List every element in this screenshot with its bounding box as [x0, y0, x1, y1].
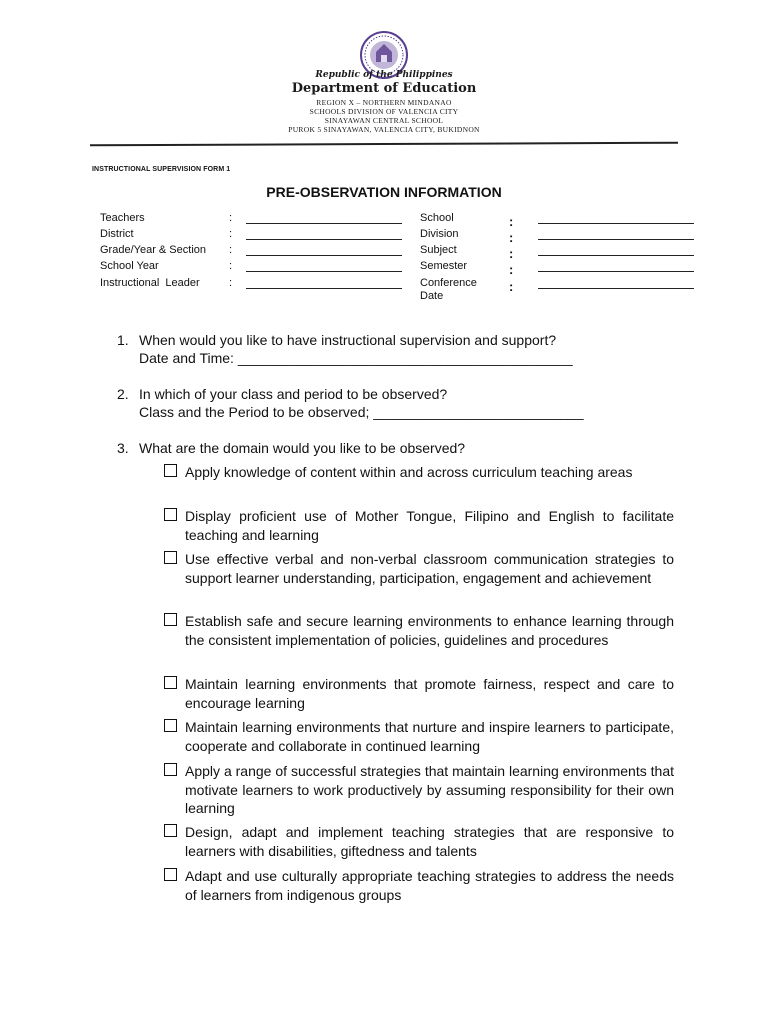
field-label: School Year: [100, 260, 159, 272]
domain-text: Establish safe and secure learning environments to enhance learning through the consistent implementation of policies, guidelines and procedures: [185, 613, 674, 648]
field-colon: :: [509, 262, 514, 277]
field-colon: :: [509, 214, 514, 229]
question-text: In which of your class and period to be observed?: [139, 386, 448, 402]
semester-input-line[interactable]: [538, 271, 694, 272]
instructional-leader-input-line[interactable]: [246, 288, 402, 289]
letterhead-address: PUROK 5 SINAYAWAN, VALENCIA CITY, BUKIDNON: [288, 125, 480, 134]
domain-option[interactable]: [164, 718, 674, 755]
question-number: 3.: [117, 440, 129, 456]
checkbox[interactable]: [164, 676, 177, 689]
field-colon: :: [509, 279, 514, 294]
field-label: Instructional Leader: [100, 277, 200, 289]
checkbox[interactable]: [164, 763, 177, 776]
domain-option[interactable]: [164, 867, 674, 904]
class-period-answer-line[interactable]: Class and the Period to be observed; ___________________________: [139, 404, 584, 420]
checkbox[interactable]: [164, 508, 177, 521]
domain-option[interactable]: [164, 675, 674, 712]
field-label: District: [100, 228, 134, 240]
checkbox[interactable]: [164, 719, 177, 732]
domain-option[interactable]: [164, 612, 674, 649]
field-colon: :: [229, 212, 233, 224]
checkbox[interactable]: [164, 551, 177, 564]
question-number: 1.: [117, 332, 129, 348]
letterhead-region: REGION X – NORTHERN MINDANAO: [316, 98, 452, 107]
letterhead-division: SCHOOLS DIVISION OF VALENCIA CITY: [309, 107, 459, 116]
domain-text: Use effective verbal and non-verbal classroom communication strategies to support learner understanding, participation, engagement and achievement: [185, 551, 674, 586]
school-input-line[interactable]: [538, 223, 694, 224]
teachers-input-line[interactable]: [246, 223, 402, 224]
domain-option[interactable]: [164, 823, 674, 860]
question-number: 2.: [117, 386, 129, 402]
division-input-line[interactable]: [538, 239, 694, 240]
field-colon: :: [229, 228, 233, 240]
domain-text: Apply a range of successful strategies that maintain learning environments that motivate learners to work productively by assuming responsibility for their own learning: [185, 763, 674, 816]
field-label: Teachers: [100, 212, 145, 224]
field-colon: :: [229, 277, 233, 289]
form-code: INSTRUCTIONAL SUPERVISION FORM 1: [92, 166, 231, 173]
letterhead-school: SINAYAWAN CENTRAL SCHOOL: [324, 116, 444, 125]
form-title: PRE-OBSERVATION INFORMATION: [266, 184, 502, 200]
domain-text: Maintain learning environments that promote fairness, respect and care to encourage learning: [185, 676, 674, 711]
domain-option[interactable]: [164, 762, 674, 818]
checkbox[interactable]: [164, 868, 177, 881]
header-divider: [90, 142, 678, 147]
letterhead-department: Department of Education: [291, 81, 477, 96]
checkbox[interactable]: [164, 464, 177, 477]
domain-text: Maintain learning environments that nurture and inspire learners to participate, cooperate and collaborate in continued learning: [185, 719, 674, 754]
domain-text: Design, adapt and implement teaching strategies that are responsive to learners with disabilities, giftedness and talents: [185, 824, 674, 859]
domain-text: Apply knowledge of content within and across curriculum teaching areas: [185, 464, 633, 480]
domain-text: Display proficient use of Mother Tongue, Filipino and English to facilitate teaching and learning: [185, 508, 674, 543]
field-colon: :: [229, 260, 233, 272]
domain-option[interactable]: [164, 463, 674, 482]
domain-option[interactable]: [164, 550, 674, 587]
field-label: Division: [420, 228, 459, 240]
district-input-line[interactable]: [246, 239, 402, 240]
subject-input-line[interactable]: [538, 255, 694, 256]
field-colon: :: [509, 246, 514, 261]
conference-date-input-line[interactable]: [538, 288, 694, 289]
checkbox[interactable]: [164, 613, 177, 626]
question-text: When would you like to have instructional supervision and support?: [139, 332, 557, 348]
field-label: Semester: [420, 260, 468, 272]
letterhead-republic: Republic of the Philippines: [315, 70, 453, 80]
domain-text: Adapt and use culturally appropriate teaching strategies to address the needs of learners from indigenous groups: [185, 868, 674, 903]
field-label: Subject: [420, 244, 457, 256]
field-label: School: [420, 212, 454, 224]
date-time-answer-line[interactable]: Date and Time: ___________________________________________: [139, 350, 573, 366]
checkbox[interactable]: [164, 824, 177, 837]
field-label: Grade/Year & Section: [100, 244, 206, 256]
grade-section-input-line[interactable]: [246, 255, 402, 256]
field-colon: :: [229, 244, 233, 256]
field-colon: :: [509, 230, 514, 245]
domain-option[interactable]: [164, 507, 674, 544]
school-year-input-line[interactable]: [246, 271, 402, 272]
question-text: What are the domain would you like to be observed?: [139, 440, 466, 456]
field-label: Conference Date: [420, 277, 477, 302]
